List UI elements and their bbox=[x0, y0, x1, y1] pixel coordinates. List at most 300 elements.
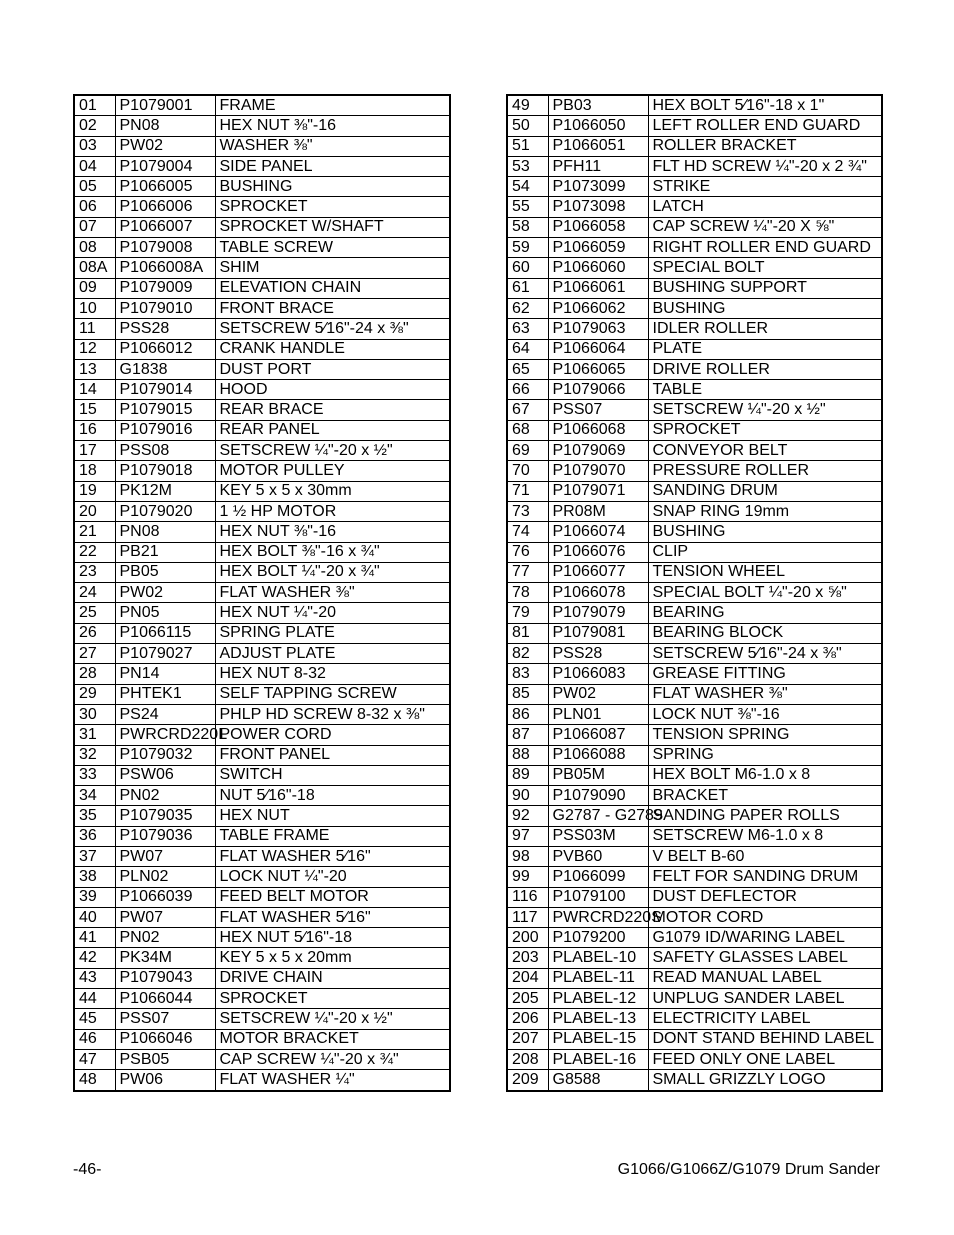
part-number-cell: P1066046 bbox=[115, 1029, 215, 1049]
description-cell: G1079 ID/WARING LABEL bbox=[648, 928, 882, 948]
description-cell: SMALL GRIZZLY LOGO bbox=[648, 1070, 882, 1091]
table-row bbox=[507, 116, 882, 136]
ref-cell: 64 bbox=[507, 339, 548, 359]
table-row bbox=[507, 420, 882, 440]
ref-cell: 26 bbox=[74, 623, 115, 643]
part-number-cell: PB05 bbox=[115, 562, 215, 582]
ref-cell: 43 bbox=[74, 968, 115, 988]
part-number-cell: P1079010 bbox=[115, 298, 215, 318]
ref-cell: 30 bbox=[74, 704, 115, 724]
part-number-cell: PSS07 bbox=[115, 1009, 215, 1029]
table-row bbox=[74, 217, 450, 237]
ref-cell: 49 bbox=[507, 95, 548, 116]
ref-cell: 03 bbox=[74, 136, 115, 156]
ref-cell: 61 bbox=[507, 278, 548, 298]
table-row bbox=[74, 704, 450, 724]
description-cell: CONVEYOR BELT bbox=[648, 441, 882, 461]
description-cell: BEARING BLOCK bbox=[648, 623, 882, 643]
part-number-cell: PLABEL-15 bbox=[548, 1029, 648, 1049]
part-number-cell: PLABEL-13 bbox=[548, 1009, 648, 1029]
table-row bbox=[507, 278, 882, 298]
ref-cell: 207 bbox=[507, 1029, 548, 1049]
part-number-cell: PLN02 bbox=[115, 867, 215, 887]
part-number-cell: P1066044 bbox=[115, 989, 215, 1009]
ref-cell: 13 bbox=[74, 359, 115, 379]
ref-cell: 33 bbox=[74, 765, 115, 785]
ref-cell: 204 bbox=[507, 968, 548, 988]
part-number-cell: PSB05 bbox=[115, 1049, 215, 1069]
part-number-cell: PN05 bbox=[115, 603, 215, 623]
part-number-cell: PB03 bbox=[548, 95, 648, 116]
ref-cell: 08 bbox=[74, 238, 115, 258]
table-row bbox=[74, 562, 450, 582]
description-cell: FRONT BRACE bbox=[215, 298, 450, 318]
part-number-cell: PW06 bbox=[115, 1070, 215, 1091]
table-row bbox=[507, 1009, 882, 1029]
part-number-cell: P1079200 bbox=[548, 928, 648, 948]
description-cell: TENSION SPRING bbox=[648, 725, 882, 745]
part-number-cell: P1066065 bbox=[548, 359, 648, 379]
ref-cell: 89 bbox=[507, 765, 548, 785]
part-number-cell: PN14 bbox=[115, 664, 215, 684]
ref-cell: 71 bbox=[507, 481, 548, 501]
description-cell: TABLE SCREW bbox=[215, 238, 450, 258]
ref-cell: 77 bbox=[507, 562, 548, 582]
description-cell: FELT FOR SANDING DRUM bbox=[648, 867, 882, 887]
ref-cell: 87 bbox=[507, 725, 548, 745]
part-number-cell: P1079020 bbox=[115, 501, 215, 521]
part-number-cell: PK34M bbox=[115, 948, 215, 968]
table-row bbox=[507, 156, 882, 176]
description-cell: BUSHING bbox=[648, 298, 882, 318]
table-row bbox=[74, 441, 450, 461]
table-row bbox=[74, 806, 450, 826]
part-number-cell: PN02 bbox=[115, 786, 215, 806]
part-number-cell: P1079066 bbox=[548, 380, 648, 400]
ref-cell: 45 bbox=[74, 1009, 115, 1029]
ref-cell: 29 bbox=[74, 684, 115, 704]
description-cell: HEX NUT 8-32 bbox=[215, 664, 450, 684]
table-row bbox=[74, 1070, 450, 1091]
description-cell: SPROCKET bbox=[215, 197, 450, 217]
description-cell: LEFT ROLLER END GUARD bbox=[648, 116, 882, 136]
part-number-cell: PK12M bbox=[115, 481, 215, 501]
part-number-cell: P1079036 bbox=[115, 826, 215, 846]
ref-cell: 22 bbox=[74, 542, 115, 562]
table-row bbox=[74, 664, 450, 684]
ref-cell: 17 bbox=[74, 441, 115, 461]
table-row bbox=[507, 136, 882, 156]
table-row bbox=[507, 583, 882, 603]
ref-cell: 78 bbox=[507, 583, 548, 603]
ref-cell: 90 bbox=[507, 786, 548, 806]
part-number-cell: P1066068 bbox=[548, 420, 648, 440]
table-row bbox=[507, 989, 882, 1009]
description-cell: REAR BRACE bbox=[215, 400, 450, 420]
description-cell: RIGHT ROLLER END GUARD bbox=[648, 238, 882, 258]
part-number-cell: PS24 bbox=[115, 704, 215, 724]
part-number-cell: P1066059 bbox=[548, 238, 648, 258]
description-cell: STRIKE bbox=[648, 177, 882, 197]
table-row bbox=[74, 339, 450, 359]
part-number-cell: P1079018 bbox=[115, 461, 215, 481]
ref-cell: 205 bbox=[507, 989, 548, 1009]
description-cell: DRIVE CHAIN bbox=[215, 968, 450, 988]
ref-cell: 59 bbox=[507, 238, 548, 258]
table-row bbox=[74, 258, 450, 278]
ref-cell: 41 bbox=[74, 928, 115, 948]
ref-cell: 47 bbox=[74, 1049, 115, 1069]
ref-cell: 11 bbox=[74, 319, 115, 339]
table-row bbox=[74, 583, 450, 603]
ref-cell: 53 bbox=[507, 156, 548, 176]
part-number-cell: PHTEK1 bbox=[115, 684, 215, 704]
ref-cell: 74 bbox=[507, 522, 548, 542]
ref-cell: 88 bbox=[507, 745, 548, 765]
ref-cell: 99 bbox=[507, 867, 548, 887]
part-number-cell: P1079070 bbox=[548, 461, 648, 481]
description-cell: BUSHING SUPPORT bbox=[648, 278, 882, 298]
description-cell: FLAT WASHER 5⁄16" bbox=[215, 846, 450, 866]
table-row bbox=[507, 603, 882, 623]
description-cell: FLAT WASHER ¼" bbox=[215, 1070, 450, 1091]
description-cell: FRAME bbox=[215, 95, 450, 116]
part-number-cell: P1066006 bbox=[115, 197, 215, 217]
parts-table-right bbox=[506, 94, 883, 1092]
description-cell: SPECIAL BOLT ¼"-20 x ⅝" bbox=[648, 583, 882, 603]
description-cell: SELF TAPPING SCREW bbox=[215, 684, 450, 704]
part-number-cell: PN08 bbox=[115, 116, 215, 136]
description-cell: HEX NUT ⅜"-16 bbox=[215, 522, 450, 542]
table-row bbox=[74, 603, 450, 623]
table-row bbox=[507, 704, 882, 724]
description-cell: HEX BOLT 5⁄16"-18 x 1" bbox=[648, 95, 882, 116]
table-row bbox=[507, 948, 882, 968]
description-cell: MOTOR BRACKET bbox=[215, 1029, 450, 1049]
description-cell: NUT 5⁄16"-18 bbox=[215, 786, 450, 806]
table-row bbox=[507, 664, 882, 684]
part-number-cell: P1066062 bbox=[548, 298, 648, 318]
ref-cell: 208 bbox=[507, 1049, 548, 1069]
part-number-cell: G1838 bbox=[115, 359, 215, 379]
description-cell: SETSCREW 5⁄16"-24 x ⅜" bbox=[648, 644, 882, 664]
table-row bbox=[74, 177, 450, 197]
ref-cell: 35 bbox=[74, 806, 115, 826]
description-cell: SNAP RING 19mm bbox=[648, 501, 882, 521]
part-number-cell: PSS08 bbox=[115, 441, 215, 461]
part-number-cell: P1079071 bbox=[548, 481, 648, 501]
ref-cell: 02 bbox=[74, 116, 115, 136]
description-cell: SETSCREW ¼"-20 x ½" bbox=[215, 441, 450, 461]
part-number-cell: PN02 bbox=[115, 928, 215, 948]
description-cell: FRONT PANEL bbox=[215, 745, 450, 765]
ref-cell: 09 bbox=[74, 278, 115, 298]
table-row bbox=[74, 156, 450, 176]
table-row bbox=[74, 989, 450, 1009]
ref-cell: 54 bbox=[507, 177, 548, 197]
part-number-cell: P1079063 bbox=[548, 319, 648, 339]
description-cell: SETSCREW ¼"-20 x ½" bbox=[215, 1009, 450, 1029]
table-row bbox=[507, 623, 882, 643]
table-row bbox=[507, 562, 882, 582]
description-cell: GREASE FITTING bbox=[648, 664, 882, 684]
description-cell: READ MANUAL LABEL bbox=[648, 968, 882, 988]
description-cell: HEX BOLT ⅜"-16 x ¾" bbox=[215, 542, 450, 562]
part-number-cell: P1079001 bbox=[115, 95, 215, 116]
table-row bbox=[74, 867, 450, 887]
part-number-cell: P1066005 bbox=[115, 177, 215, 197]
description-cell: FEED BELT MOTOR bbox=[215, 887, 450, 907]
table-row bbox=[507, 319, 882, 339]
description-cell: SPROCKET bbox=[215, 989, 450, 1009]
description-cell: KEY 5 x 5 x 20mm bbox=[215, 948, 450, 968]
table-row bbox=[74, 238, 450, 258]
ref-cell: 62 bbox=[507, 298, 548, 318]
table-row bbox=[507, 522, 882, 542]
part-number-cell: PB21 bbox=[115, 542, 215, 562]
part-number-cell: PWRCRD220L bbox=[115, 725, 215, 745]
ref-cell: 50 bbox=[507, 116, 548, 136]
ref-cell: 92 bbox=[507, 806, 548, 826]
ref-cell: 40 bbox=[74, 907, 115, 927]
part-number-cell: P1079027 bbox=[115, 644, 215, 664]
description-cell: HEX NUT 5⁄16"-18 bbox=[215, 928, 450, 948]
part-number-cell: PW02 bbox=[115, 583, 215, 603]
part-number-cell: PSS07 bbox=[548, 400, 648, 420]
table-row bbox=[74, 95, 450, 116]
table-row bbox=[74, 116, 450, 136]
ref-cell: 04 bbox=[74, 156, 115, 176]
table-row bbox=[74, 968, 450, 988]
description-cell: ROLLER BRACKET bbox=[648, 136, 882, 156]
ref-cell: 27 bbox=[74, 644, 115, 664]
table-row bbox=[507, 684, 882, 704]
description-cell: PRESSURE ROLLER bbox=[648, 461, 882, 481]
description-cell: MOTOR CORD bbox=[648, 907, 882, 927]
part-number-cell: P1079100 bbox=[548, 887, 648, 907]
description-cell: LATCH bbox=[648, 197, 882, 217]
table-row bbox=[74, 400, 450, 420]
part-number-cell: P1079015 bbox=[115, 400, 215, 420]
ref-cell: 86 bbox=[507, 704, 548, 724]
description-cell: TENSION WHEEL bbox=[648, 562, 882, 582]
description-cell: SPROCKET W/SHAFT bbox=[215, 217, 450, 237]
description-cell: SANDING DRUM bbox=[648, 481, 882, 501]
table-row bbox=[507, 177, 882, 197]
description-cell: DUST PORT bbox=[215, 359, 450, 379]
table-row bbox=[74, 765, 450, 785]
table-row bbox=[74, 623, 450, 643]
table-row bbox=[74, 136, 450, 156]
table-row bbox=[507, 258, 882, 278]
table-row bbox=[507, 867, 882, 887]
ref-cell: 23 bbox=[74, 562, 115, 582]
table-row bbox=[74, 745, 450, 765]
part-number-cell: P1066051 bbox=[548, 136, 648, 156]
table-row bbox=[74, 725, 450, 745]
ref-cell: 76 bbox=[507, 542, 548, 562]
part-number-cell: P1079009 bbox=[115, 278, 215, 298]
description-cell: PHLP HD SCREW 8-32 x ⅜" bbox=[215, 704, 450, 724]
ref-cell: 83 bbox=[507, 664, 548, 684]
description-cell: SIDE PANEL bbox=[215, 156, 450, 176]
description-cell: HEX BOLT ¼"-20 x ¾" bbox=[215, 562, 450, 582]
table-row bbox=[74, 1029, 450, 1049]
description-cell: SHIM bbox=[215, 258, 450, 278]
description-cell: 1 ½ HP MOTOR bbox=[215, 501, 450, 521]
part-number-cell: P1066099 bbox=[548, 867, 648, 887]
description-cell: DUST DEFLECTOR bbox=[648, 887, 882, 907]
table-row bbox=[74, 420, 450, 440]
part-number-cell: PLABEL-16 bbox=[548, 1049, 648, 1069]
ref-cell: 34 bbox=[74, 786, 115, 806]
description-cell: CRANK HANDLE bbox=[215, 339, 450, 359]
ref-cell: 85 bbox=[507, 684, 548, 704]
table-row bbox=[507, 745, 882, 765]
ref-cell: 73 bbox=[507, 501, 548, 521]
part-number-cell: PW02 bbox=[548, 684, 648, 704]
ref-cell: 67 bbox=[507, 400, 548, 420]
ref-cell: 31 bbox=[74, 725, 115, 745]
part-number-cell: P1079069 bbox=[548, 441, 648, 461]
part-number-cell: PLABEL-11 bbox=[548, 968, 648, 988]
table-row bbox=[507, 542, 882, 562]
ref-cell: 63 bbox=[507, 319, 548, 339]
ref-cell: 98 bbox=[507, 846, 548, 866]
part-number-cell: P1066077 bbox=[548, 562, 648, 582]
part-number-cell: P1073098 bbox=[548, 197, 648, 217]
part-number-cell: P1066007 bbox=[115, 217, 215, 237]
table-row bbox=[74, 319, 450, 339]
ref-cell: 14 bbox=[74, 380, 115, 400]
description-cell: ADJUST PLATE bbox=[215, 644, 450, 664]
description-cell: SETSCREW ¼"-20 x ½" bbox=[648, 400, 882, 420]
part-number-cell: PFH11 bbox=[548, 156, 648, 176]
ref-cell: 12 bbox=[74, 339, 115, 359]
part-number-cell: P1079035 bbox=[115, 806, 215, 826]
ref-cell: 38 bbox=[74, 867, 115, 887]
description-cell: FLAT WASHER ⅜" bbox=[215, 583, 450, 603]
page-number: -46- bbox=[73, 1161, 102, 1178]
description-cell: CAP SCREW ¼"-20 x ¾" bbox=[215, 1049, 450, 1069]
part-number-cell: P1079090 bbox=[548, 786, 648, 806]
description-cell: TABLE FRAME bbox=[215, 826, 450, 846]
ref-cell: 44 bbox=[74, 989, 115, 1009]
description-cell: BUSHING bbox=[215, 177, 450, 197]
description-cell: SPROCKET bbox=[648, 420, 882, 440]
ref-cell: 36 bbox=[74, 826, 115, 846]
table-row bbox=[507, 928, 882, 948]
ref-cell: 66 bbox=[507, 380, 548, 400]
ref-cell: 51 bbox=[507, 136, 548, 156]
ref-cell: 55 bbox=[507, 197, 548, 217]
ref-cell: 37 bbox=[74, 846, 115, 866]
description-cell: HEX NUT bbox=[215, 806, 450, 826]
part-number-cell: P1079081 bbox=[548, 623, 648, 643]
table-row bbox=[74, 542, 450, 562]
table-row bbox=[507, 400, 882, 420]
part-number-cell: P1073099 bbox=[548, 177, 648, 197]
ref-cell: 68 bbox=[507, 420, 548, 440]
ref-cell: 58 bbox=[507, 217, 548, 237]
description-cell: BUSHING bbox=[648, 522, 882, 542]
description-cell: FLT HD SCREW ¼"-20 x 2 ¾" bbox=[648, 156, 882, 176]
table-row bbox=[507, 846, 882, 866]
part-number-cell: P1079043 bbox=[115, 968, 215, 988]
ref-cell: 81 bbox=[507, 623, 548, 643]
part-number-cell: PW07 bbox=[115, 846, 215, 866]
table-row bbox=[74, 928, 450, 948]
table-row bbox=[507, 907, 882, 927]
description-cell: SPRING PLATE bbox=[215, 623, 450, 643]
part-number-cell: P1066074 bbox=[548, 522, 648, 542]
part-number-cell: P1066061 bbox=[548, 278, 648, 298]
parts-table-left bbox=[73, 94, 451, 1092]
ref-cell: 82 bbox=[507, 644, 548, 664]
table-row bbox=[74, 907, 450, 927]
ref-cell: 48 bbox=[74, 1070, 115, 1091]
description-cell: KEY 5 x 5 x 30mm bbox=[215, 481, 450, 501]
part-number-cell: P1066087 bbox=[548, 725, 648, 745]
table-row bbox=[507, 887, 882, 907]
table-row bbox=[507, 644, 882, 664]
part-number-cell: P1079079 bbox=[548, 603, 648, 623]
table-row bbox=[507, 461, 882, 481]
table-row bbox=[74, 501, 450, 521]
part-number-cell: P1079008 bbox=[115, 238, 215, 258]
table-row bbox=[507, 786, 882, 806]
part-number-cell: PSW06 bbox=[115, 765, 215, 785]
table-row bbox=[74, 684, 450, 704]
description-cell: ELECTRICITY LABEL bbox=[648, 1009, 882, 1029]
table-row bbox=[507, 1070, 882, 1091]
table-row bbox=[507, 1029, 882, 1049]
ref-cell: 42 bbox=[74, 948, 115, 968]
description-cell: TABLE bbox=[648, 380, 882, 400]
description-cell: FLAT WASHER 5⁄16" bbox=[215, 907, 450, 927]
ref-cell: 07 bbox=[74, 217, 115, 237]
part-number-cell: P1066060 bbox=[548, 258, 648, 278]
part-number-cell: G2787 - G2789 bbox=[548, 806, 648, 826]
table-row bbox=[74, 644, 450, 664]
table-row bbox=[74, 359, 450, 379]
table-row bbox=[507, 826, 882, 846]
table-row bbox=[74, 298, 450, 318]
part-number-cell: PLABEL-10 bbox=[548, 948, 648, 968]
ref-cell: 05 bbox=[74, 177, 115, 197]
description-cell: BRACKET bbox=[648, 786, 882, 806]
ref-cell: 116 bbox=[507, 887, 548, 907]
part-number-cell: PW02 bbox=[115, 136, 215, 156]
description-cell: DONT STAND BEHIND LABEL bbox=[648, 1029, 882, 1049]
table-row bbox=[74, 948, 450, 968]
ref-cell: 28 bbox=[74, 664, 115, 684]
table-row bbox=[74, 522, 450, 542]
description-cell: SANDING PAPER ROLLS bbox=[648, 806, 882, 826]
ref-cell: 10 bbox=[74, 298, 115, 318]
part-number-cell: P1066012 bbox=[115, 339, 215, 359]
part-number-cell: P1066058 bbox=[548, 217, 648, 237]
ref-cell: 46 bbox=[74, 1029, 115, 1049]
ref-cell: 24 bbox=[74, 583, 115, 603]
description-cell: DRIVE ROLLER bbox=[648, 359, 882, 379]
description-cell: MOTOR PULLEY bbox=[215, 461, 450, 481]
part-number-cell: P1066088 bbox=[548, 745, 648, 765]
part-number-cell: PSS28 bbox=[115, 319, 215, 339]
table-row bbox=[74, 1049, 450, 1069]
description-cell: SAFETY GLASSES LABEL bbox=[648, 948, 882, 968]
part-number-cell: P1079032 bbox=[115, 745, 215, 765]
